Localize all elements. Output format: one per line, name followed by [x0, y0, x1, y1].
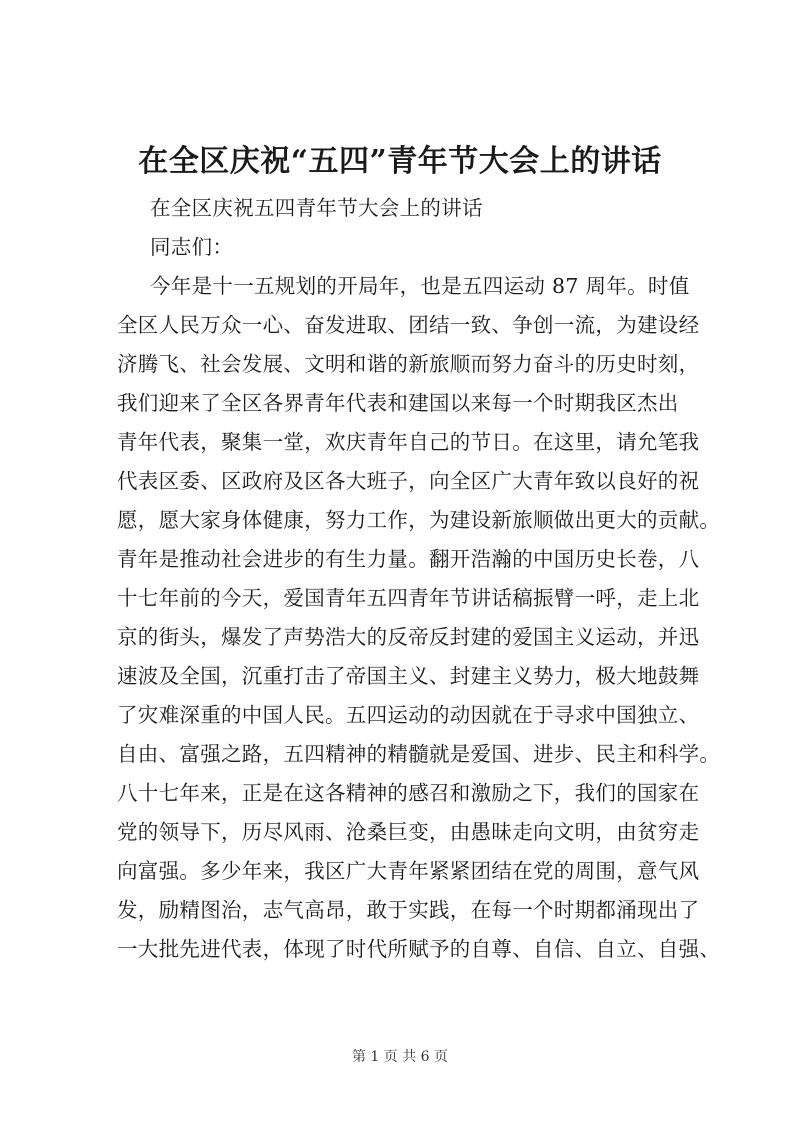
- body-line: 自由、富强之路，五四精神的精髓就是爱国、进步、民主和科学。: [117, 742, 721, 766]
- document-subtitle: 在全区庆祝五四青年节大会上的讲话: [150, 196, 483, 220]
- body-line: 速波及全国，沉重打击了帝国主义、封建主义势力，极大地鼓舞: [117, 664, 700, 688]
- body-line: 京的街头，爆发了声势浩大的反帝反封建的爱国主义运动，并迅: [117, 625, 700, 649]
- body-line: 发，励精图治，志气高昂，敢于实践，在每一个时期都涌现出了: [117, 898, 700, 922]
- body-line: 十七年前的今天，爱国青年五四青年节讲话稿振臂一呼，走上北: [117, 586, 700, 610]
- body-line: 济腾飞、社会发展、文明和谐的新旅顺而努力奋斗的历史时刻，: [117, 352, 700, 376]
- body-line: 全区人民万众一心、奋发进取、团结一致、争创一流，为建设经: [117, 313, 700, 337]
- body-line: 青年是推动社会进步的有生力量。翻开浩瀚的中国历史长卷，八: [117, 547, 700, 571]
- salutation: 同志们：: [150, 235, 234, 259]
- body-line: 我们迎来了全区各界青年代表和建国以来每一个时期我区杰出: [117, 391, 679, 415]
- body-line: 愿，愿大家身体健康，努力工作，为建设新旅顺做出更大的贡献。: [117, 508, 721, 532]
- body-line: 一大批先进代表，体现了时代所赋予的自尊、自信、自立、自强、: [117, 937, 721, 961]
- page-indicator: 第 1 页 共 6 页: [351, 1049, 449, 1065]
- body-line: 八十七年来，正是在这各精神的感召和激励之下，我们的国家在: [117, 781, 700, 805]
- body-line: 向富强。多少年来，我区广大青年紧紧团结在党的周围，意气风: [117, 859, 700, 883]
- body-line: 青年代表，聚集一堂，欢庆青年自己的节日。在这里，请允笔我: [117, 430, 700, 454]
- body-line: 今年是十一五规划的开局年，也是五四运动 87 周年。时值: [150, 274, 690, 298]
- body-line: 了灾难深重的中国人民。五四运动的动因就在于寻求中国独立、: [117, 703, 700, 727]
- body-line: 代表区委、区政府及区各大班子，向全区广大青年致以良好的祝: [117, 469, 700, 493]
- body-line: 党的领导下，历尽风雨、沧桑巨变，由愚昧走向文明，由贫穷走: [117, 820, 700, 844]
- document-title: 在全区庆祝“五四”青年节大会上的讲话: [138, 144, 662, 179]
